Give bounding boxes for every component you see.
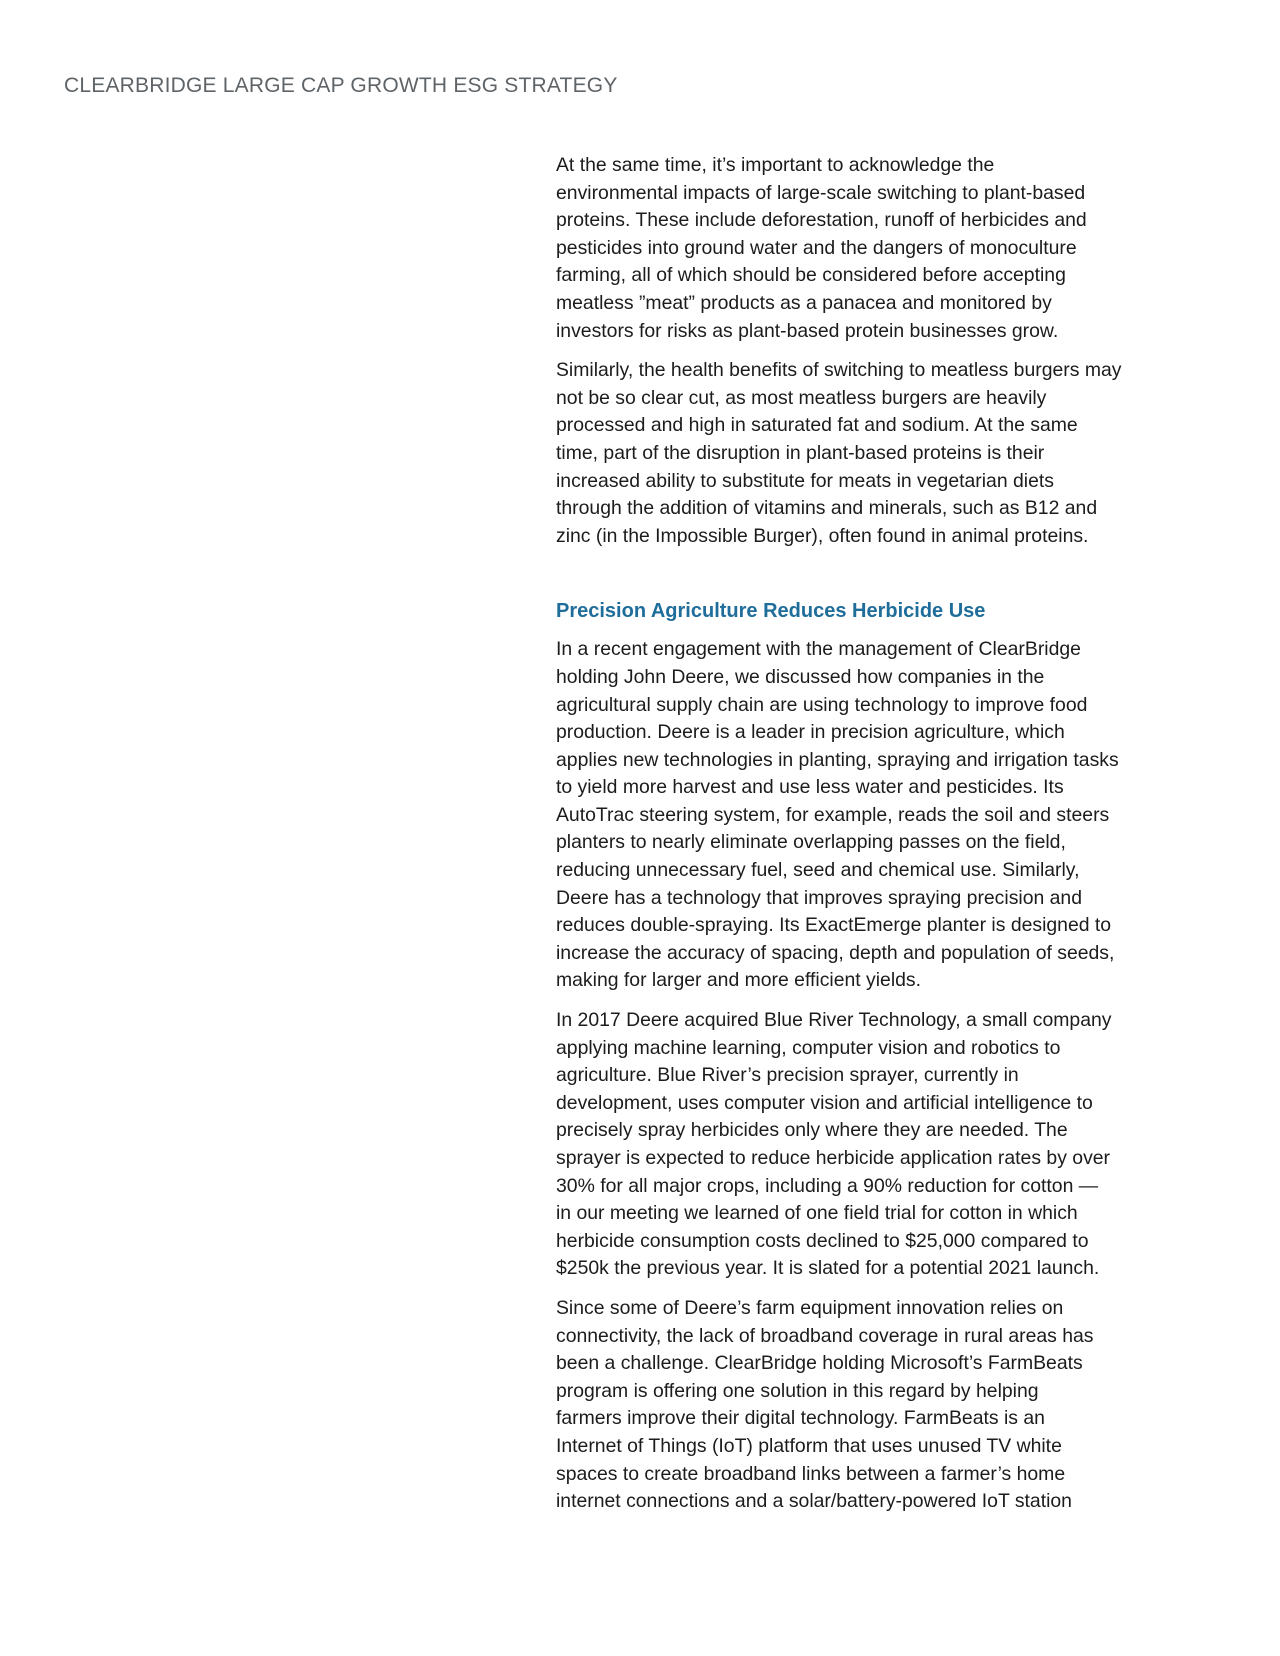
text-line: 30% for all major crops, including a 90% reduction for cotton — <box>556 1174 1099 1197</box>
text-line: holding John Deere, we discussed how companies in the <box>556 665 1045 688</box>
text-line: Similarly, the health benefits of switching to meatless burgers may <box>556 359 1122 382</box>
text-line: proteins. These include deforestation, runoff of herbicides and <box>556 209 1087 232</box>
text-line: herbicide consumption costs declined to $25,000 compared to <box>556 1229 1089 1252</box>
paragraph-blue-river <box>556 1007 1176 1283</box>
text-line: not be so clear cut, as most meatless burgers are heavily <box>556 386 1047 409</box>
text-line: applies new technologies in planting, spraying and irrigation tasks <box>556 748 1119 771</box>
text-line: investors for risks as plant-based protein businesses grow. <box>556 319 1059 342</box>
text-line: sprayer is expected to reduce herbicide application rates by over <box>556 1147 1111 1169</box>
text-line: development, uses computer vision and artificial intelligence to <box>556 1091 1093 1114</box>
paragraph-health-benefits <box>556 357 1176 550</box>
text-line: reduces double-spraying. Its ExactEmerge planter is designed to <box>556 914 1112 937</box>
paragraph-farmbeats <box>556 1295 1176 1516</box>
text-line: farming, all of which should be considered before accepting <box>556 264 1066 287</box>
text-line: reducing unnecessary fuel, seed and chemical use. Similarly, <box>556 859 1080 882</box>
text-line: connectivity, the lack of broadband coverage in rural areas has <box>556 1324 1094 1347</box>
text-line: in our meeting we learned of one field trial for cotton in which <box>556 1202 1078 1225</box>
text-line: to yield more harvest and use less water and pesticides. Its <box>556 776 1064 799</box>
text-line: environmental impacts of large-scale switching to plant-based <box>556 181 1086 204</box>
text-line: agriculture. Blue River’s precision sprayer, currently in <box>556 1064 1019 1087</box>
paragraph-deere-engagement <box>556 636 1176 995</box>
text-line: In 2017 Deere acquired Blue River Technology, a small company <box>556 1009 1112 1032</box>
text-line: Since some of Deere’s farm equipment innovation relies on <box>556 1296 1064 1319</box>
running-header: CLEARBRIDGE LARGE CAP GROWTH ESG STRATEGY <box>64 74 618 97</box>
section-heading: Precision Agriculture Reduces Herbicide Use <box>556 600 986 623</box>
text-line: Deere has a technology that improves spraying precision and <box>556 886 1082 909</box>
text-line: meatless ”meat” products as a panacea and monitored by <box>556 291 1052 314</box>
text-line: pesticides into ground water and the dangers of monoculture <box>556 236 1077 259</box>
text-line: farmers improve their digital technology. FarmBeats is an <box>556 1407 1045 1430</box>
text-line: $250k the previous year. It is slated for a potential 2021 launch. <box>556 1257 1100 1280</box>
text-line: internet connections and a solar/battery-powered IoT station <box>556 1490 1072 1513</box>
text-line: Internet of Things (IoT) platform that uses unused TV white <box>556 1434 1062 1457</box>
main-column <box>556 152 1176 1528</box>
text-line: precisely spray herbicides only where they are needed. The <box>556 1119 1068 1142</box>
text-line: agricultural supply chain are using technology to improve food <box>556 693 1088 716</box>
text-line: In a recent engagement with the management of ClearBridge <box>556 638 1081 661</box>
text-line: production. Deere is a leader in precision agriculture, which <box>556 721 1065 744</box>
text-line: through the addition of vitamins and minerals, such as B12 and <box>556 497 1098 520</box>
text-line: planters to nearly eliminate overlapping passes on the field, <box>556 831 1066 854</box>
text-line: program is offering one solution in this regard by helping <box>556 1379 1039 1402</box>
text-line: zinc (in the Impossible Burger), often found in animal proteins. <box>556 524 1089 547</box>
paragraph-environmental-impacts <box>556 152 1176 345</box>
text-line: making for larger and more efficient yields. <box>556 969 922 992</box>
text-line: AutoTrac steering system, for example, reads the soil and steers <box>556 803 1110 826</box>
text-line: increased ability to substitute for meats in vegetarian diets <box>556 469 1054 492</box>
text-line: applying machine learning, computer vision and robotics to <box>556 1036 1061 1059</box>
text-line: increase the accuracy of spacing, depth and population of seeds, <box>556 941 1115 964</box>
text-line: spaces to create broadband links between a farmer’s home <box>556 1462 1066 1485</box>
text-line: been a challenge. ClearBridge holding Microsoft’s FarmBeats <box>556 1352 1083 1375</box>
text-line: time, part of the disruption in plant-based proteins is their <box>556 441 1045 464</box>
text-line: processed and high in saturated fat and sodium. At the same <box>556 414 1078 437</box>
text-line: At the same time, it’s important to acknowledge the <box>556 154 995 176</box>
